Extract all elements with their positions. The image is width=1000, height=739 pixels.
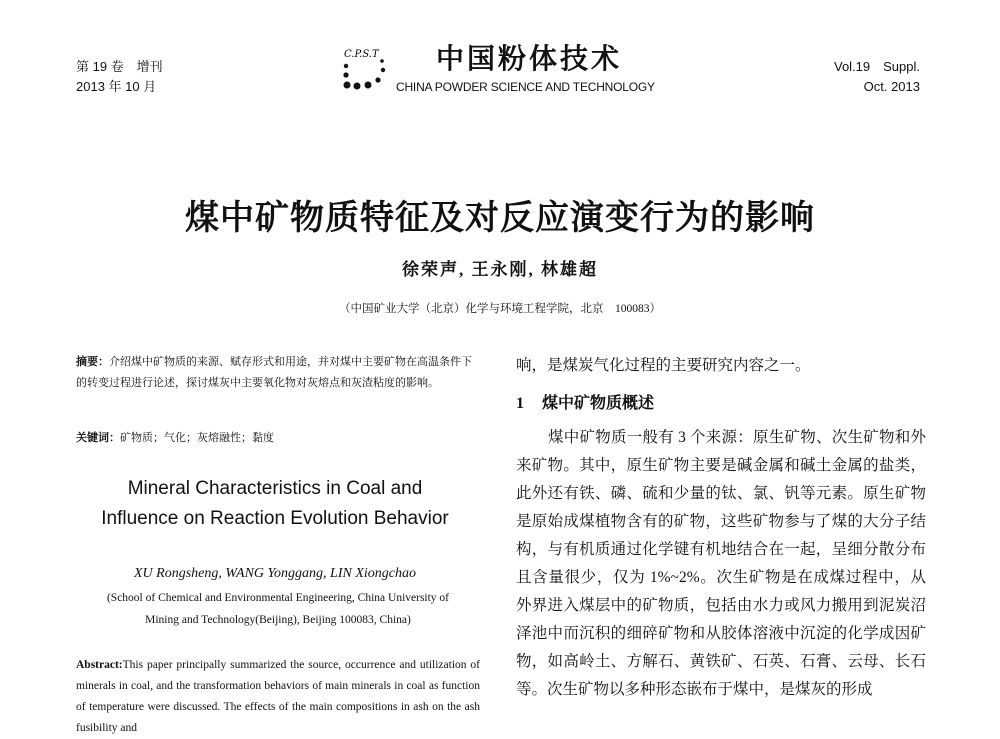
date-en: Oct. 2013 [863,79,920,94]
logo-letters: C.P.S.T [344,49,379,60]
header-left [76,57,163,97]
abstract-en [76,655,480,739]
keywords-cn-text: 矿物质；气化；灰熔融性；黏度 [120,432,274,444]
authors-en: XU Rongsheng, WANG Yonggang, LIN Xiongchao [133,566,416,581]
header-right [834,57,920,97]
affiliation-cn: （中国矿业大学（北京）化学与环境工程学院，北京 100083） [339,303,661,315]
abstract-en-label: Abstract: [76,659,123,671]
journal-name-en: CHINA POWDER SCIENCE AND TECHNOLOGY [396,80,655,94]
abstract-cn-label: 摘要： [76,356,109,368]
right-column [516,352,926,704]
affiliation-en-line2: Mining and Technology(Beijing), Beijing 100083, China) [145,614,411,626]
abstract-en-text: This paper principally summarized the source, occurrence and utilization of minerals in coal, and the transformation behaviors of main minerals in coal as function of temperature were discussed. The effects of the main compositions in ash on the ash fusibility and [76,659,480,734]
volume-en: Vol.19 Suppl. [833,59,920,74]
journal-logo-icon [340,46,390,92]
journal-name-cn: 中国粉体技术 [436,44,623,75]
paper-title-cn: 煤中矿物质特征及对反应演变行为的影响 [185,199,815,237]
section-title: 煤中矿物质概述 [542,395,655,412]
body-paragraph: 煤中矿物质一般有 3 个来源：原生矿物、次生矿物和外来矿物。其中，原生矿物主要是碱金属和碱土金属的盐类，此外还有铁、磷、硫和少量的钛、氯、钒等元素。原生矿物是原始成煤植物含有的矿物，这些矿物参与了煤的大分子结构，与有机质通过化学键有机地结合在一起，呈细分散分布且含量很少，仅为 1%~2%。次生矿物是在成煤过程中，从外界进入煤层中的矿物质，包括由水力或风力搬用到泥炭沼泽池中而沉积的细碎矿物和从胶体溶液中沉淀的化学成因矿物，如高岭土、方解石、黄铁矿、石英、石膏、云母、长石等。次生矿物以多种形态嵌布于煤中，是煤灰的形成 [516,429,926,698]
section-heading [516,390,926,418]
keywords-cn-label: 关键词： [76,432,120,444]
affiliation-en-line1: (School of Chemical and Environmental Engineering, China University of [106,592,450,604]
title-en-line1: Mineral Characteristics in Coal and [127,478,423,499]
abstract-cn-text: 介绍煤中矿物质的来源、赋存形式和用途，并对煤中主要矿物在高温条件下的转变过程进行论述，探讨煤灰中主要氧化物对灰熔点和灰渣粘度的影响。 [76,356,472,389]
keywords-cn [76,429,480,447]
abstract-cn [76,352,480,394]
volume-cn: 第 19 卷 增刊 [76,59,163,74]
paper-title-en [70,474,480,534]
affiliation-en [76,587,480,631]
authors-cn: 徐荣声, 王永刚, 林雄超 [402,260,598,279]
section-number: 1 [516,395,524,412]
title-en-line2: Influence on Reaction Evolution Behavior [101,508,449,529]
continued-text: 响，是煤炭气化过程的主要研究内容之一。 [516,357,811,374]
date-cn: 2013 年 10 月 [76,79,157,94]
